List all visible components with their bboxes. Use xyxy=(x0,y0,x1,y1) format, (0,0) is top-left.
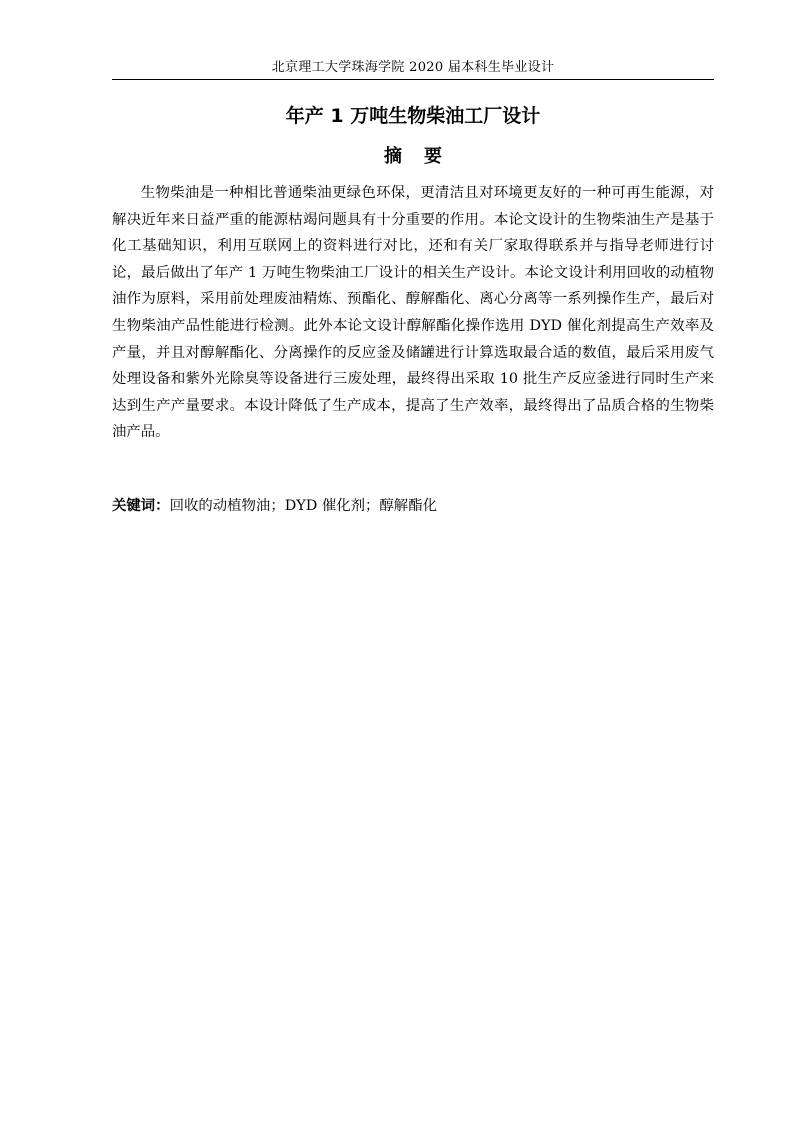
abstract-heading: 摘要 xyxy=(384,146,464,167)
keywords-value: 回收的动植物油；DYD 催化剂；醇解酯化 xyxy=(169,498,437,514)
document-title: 年产 1 万吨生物柴油工厂设计 xyxy=(285,105,541,127)
keywords-line xyxy=(112,494,714,518)
keywords-label: 关键词： xyxy=(112,498,170,514)
abstract-body: 生物柴油是一种相比普通柴油更绿色环保，更清洁且对环境更友好的一种可再生能源，对解决近年来日益严重的能源枯竭问题具有十分重要的作用。本论文设计的生物柴油生产是基于化工基础知识，利用互联网上的资料进行对比，还和有关厂家取得联系并与指导老师进行讨论，最后做出了年产 1 万吨生物柴油工厂设计的相关生产设计。本论文设计利用回收的动植物油作为原料，采用前处理废油精炼、预酯化、醇解酯化、离心分离等一系列操作生产，最后对生物柴油产品性能进行检测。此外本论文设计醇解酯化操作选用 DYD 催化剂提高生产效率及产量，并且对醇解酯化、分离操作的反应釜及储罐进行计算选取最合适的数值，最后采用废气处理设备和紫外光除臭等设备进行三废处理，最终得出采取 10 批生产反应釜进行同时生产来达到生产产量要求。本设计降低了生产成本，提高了生产效率，最终得出了品质合格的生物柴油产品。 xyxy=(112,185,714,441)
running-header: 北京理工大学珠海学院 2020 届本科生毕业设计 xyxy=(271,60,555,75)
header-rule xyxy=(112,79,714,80)
